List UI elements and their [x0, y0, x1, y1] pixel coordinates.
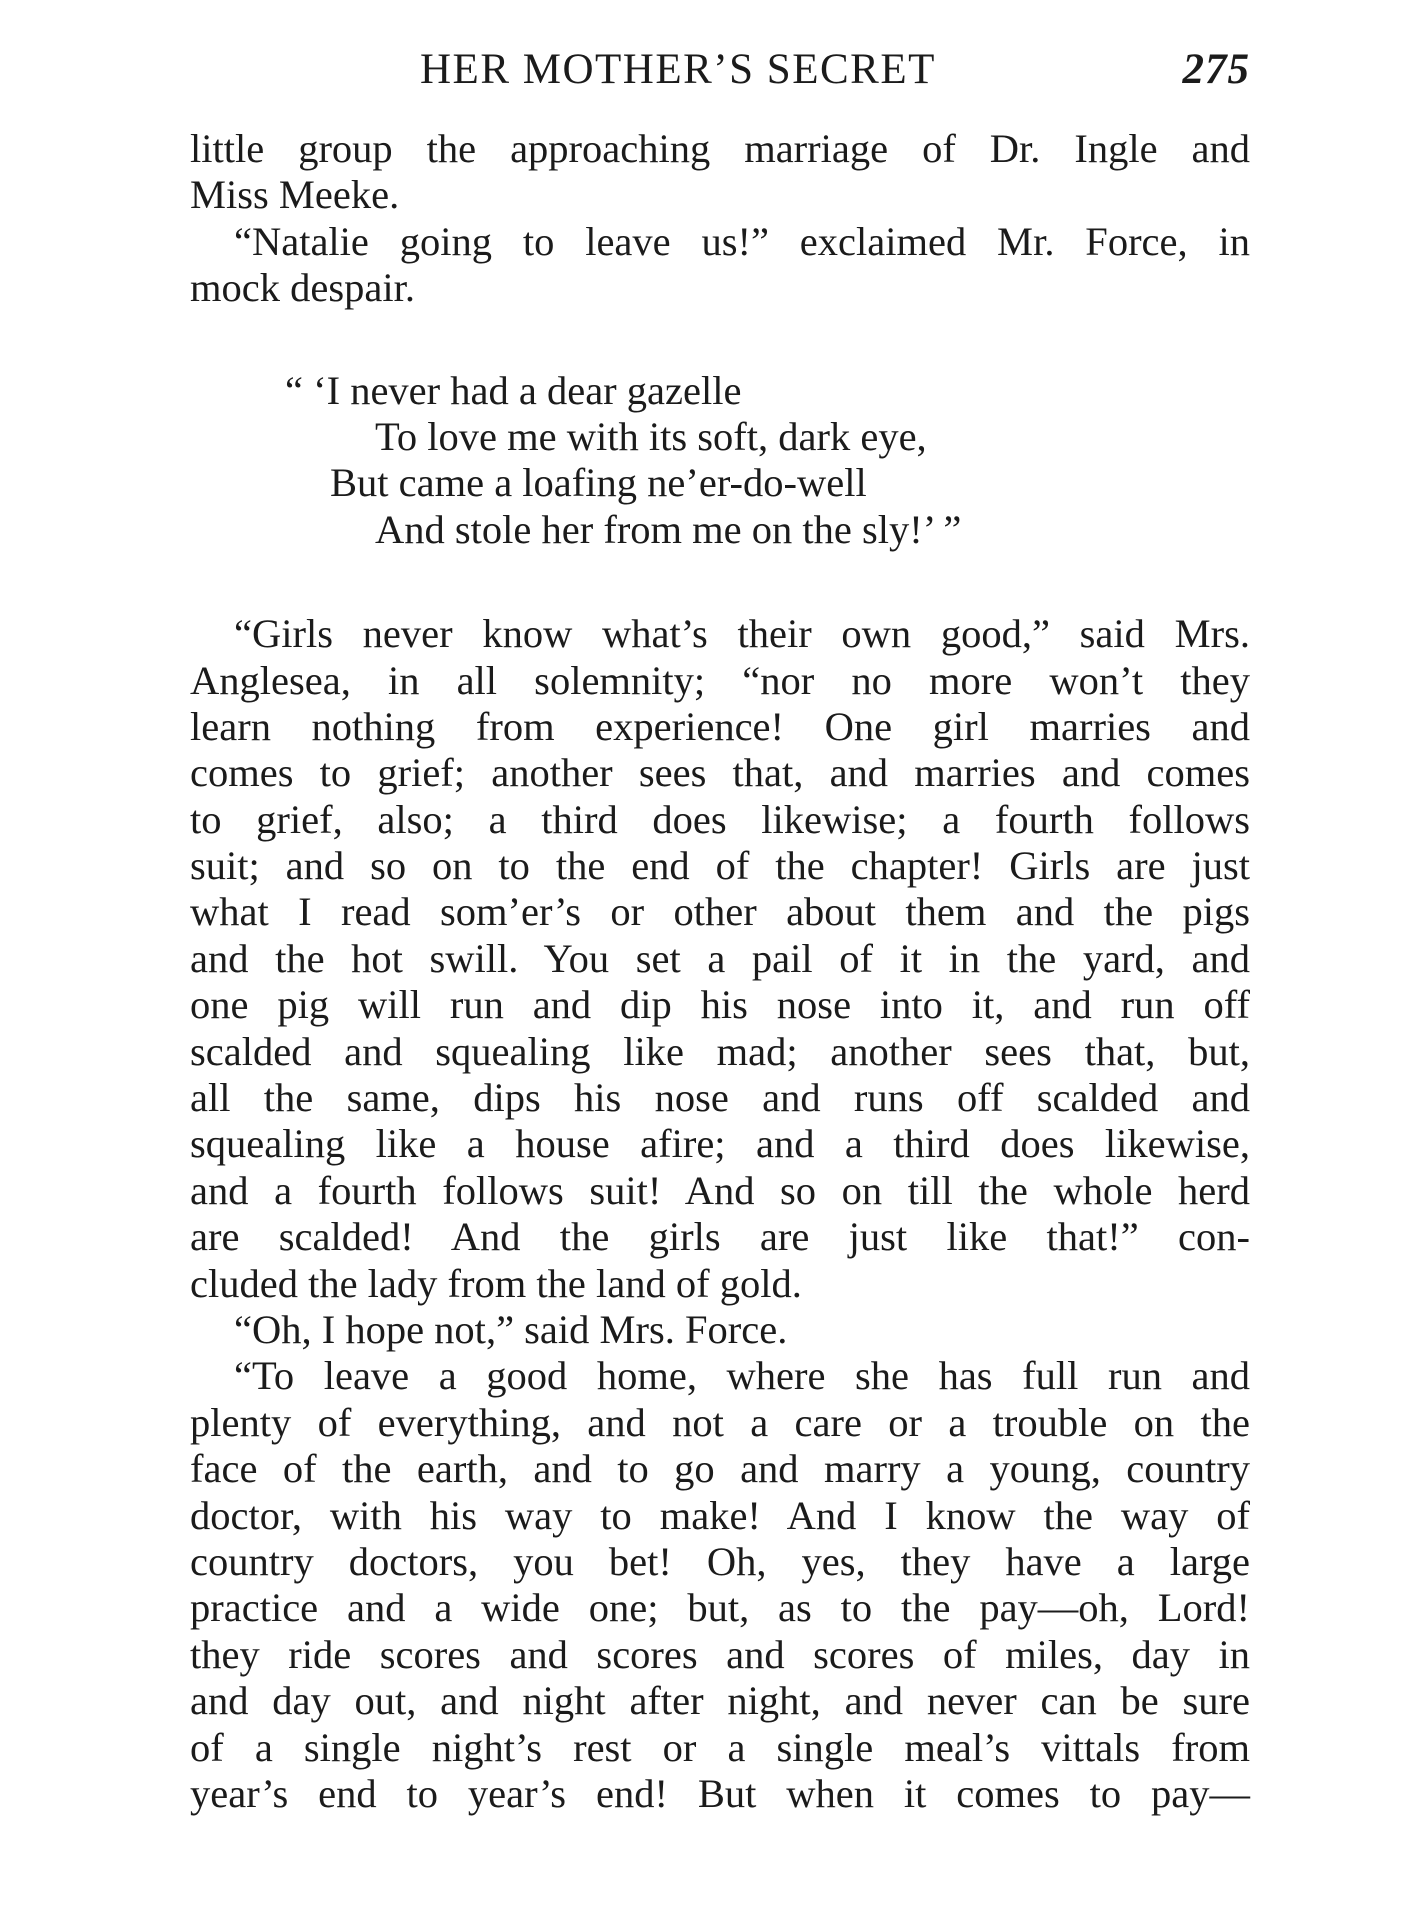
text-line: “Natalie going to leave us!” exclaimed Mr. Force, in [234, 218, 1250, 264]
text-line: doctor, with his way to make! And I know the way of [190, 1492, 1250, 1538]
body-text [190, 126, 1250, 1817]
verse-line: To love me with its soft, dark eye, [375, 413, 927, 459]
text-line: and day out, and night after night, and never can be sure [190, 1678, 1250, 1724]
paragraph [190, 126, 1250, 219]
text-line: comes to grief; another sees that, and marries and comes [190, 750, 1250, 796]
text-line: scalded and squealing like mad; another sees that, but, [190, 1028, 1250, 1074]
text-line: suit; and so on to the end of the chapter! Girls are just [190, 843, 1250, 889]
paragraph [190, 1353, 1250, 1817]
text-line: and the hot swill. You set a pail of it in the yard, and [190, 935, 1250, 981]
text-line: learn nothing from experience! One girl marries and [190, 703, 1250, 749]
text-line: face of the earth, and to go and marry a young, country [190, 1446, 1250, 1492]
text-line: one pig will run and dip his nose into it, and run off [190, 982, 1250, 1028]
verse-line: But came a loafing ne’er-do-well [330, 460, 867, 506]
text-line: “Oh, I hope not,” said Mrs. Force. [234, 1306, 788, 1352]
text-line: squealing like a house afire; and a third does likewise, [190, 1121, 1250, 1167]
text-line: they ride scores and scores and scores of miles, day in [190, 1631, 1250, 1677]
text-line: little group the approaching marriage of Dr. Ingle and [190, 126, 1250, 171]
text-line: mock despair. [190, 265, 415, 311]
running-head [190, 42, 1250, 98]
text-line: cluded the lady from the land of gold. [190, 1260, 802, 1306]
text-line: practice and a wide one; but, as to the pay—oh, Lord! [190, 1585, 1250, 1631]
text-line: are scalded! And the girls are just like that!” con- [190, 1214, 1250, 1260]
text-line: country doctors, you bet! Oh, yes, they have a large [190, 1538, 1250, 1584]
text-line: of a single night’s rest or a single meal’s vittals from [190, 1724, 1250, 1770]
verse-quotation [190, 368, 1250, 554]
text-line: all the same, dips his nose and runs off scalded and [190, 1075, 1250, 1121]
verse-line: And stole her from me on the sly!’ ” [375, 506, 962, 552]
running-title: HER MOTHER’S SECRET [420, 46, 936, 93]
text-line: Anglesea, in all solemnity; “nor no more won’t they [190, 657, 1250, 703]
text-line: “Girls never know what’s their own good,” said Mrs. [234, 611, 1250, 657]
text-line: Miss Meeke. [190, 172, 400, 218]
verse-line: “ ‘I never had a dear gazelle [285, 367, 742, 413]
text-line: and a fourth follows suit! And so on till the whole herd [190, 1167, 1250, 1213]
text-line: what I read som’er’s or other about them and the pigs [190, 889, 1250, 935]
page-number: 275 [1182, 46, 1250, 93]
text-line: year’s end to year’s end! But when it comes to pay— [190, 1770, 1250, 1816]
text-line: plenty of everything, and not a care or a trouble on the [190, 1399, 1250, 1445]
paragraph [190, 219, 1250, 312]
text-line: to grief, also; a third does likewise; a fourth follows [190, 796, 1250, 842]
paragraph [190, 1307, 1250, 1353]
paragraph [190, 611, 1250, 1307]
text-line: “To leave a good home, where she has full run and [234, 1353, 1250, 1399]
